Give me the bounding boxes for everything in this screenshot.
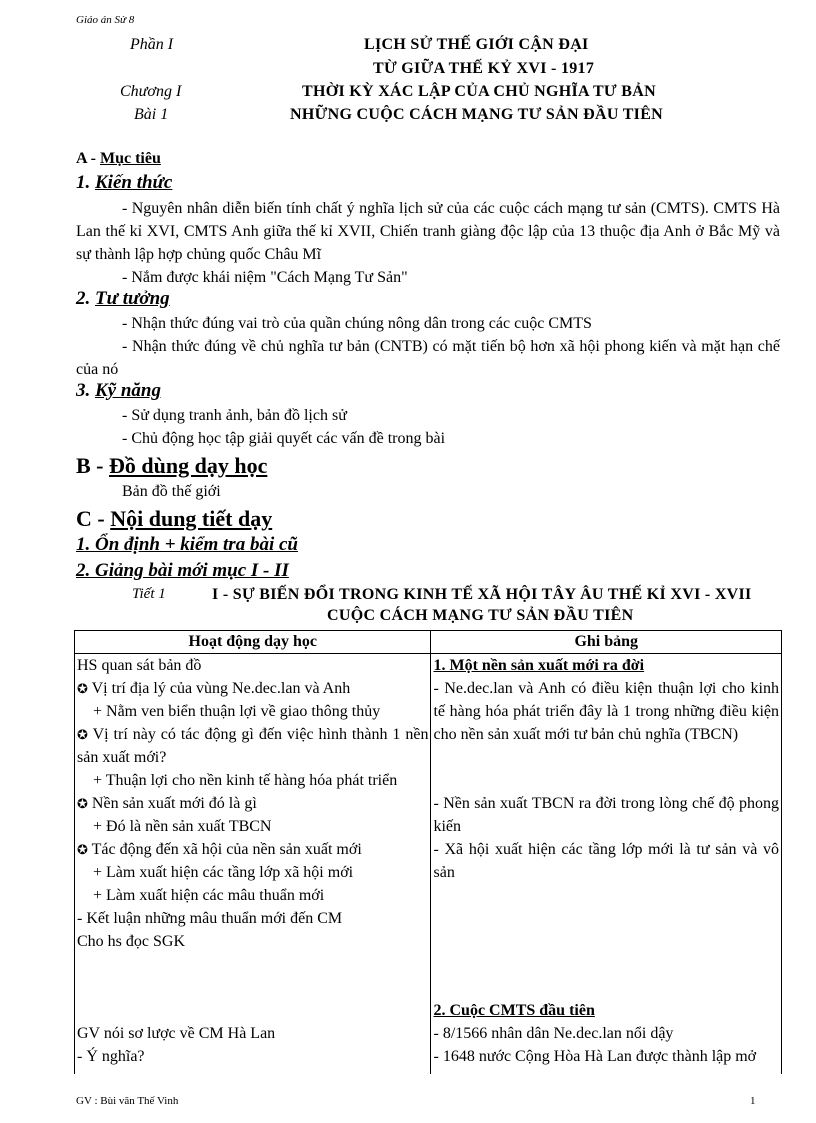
star-bullet-icon: ✪ bbox=[77, 796, 88, 811]
step-2-heading: 2. Giảng bài mới mục I - II bbox=[76, 560, 289, 581]
activity-answer: + Làm xuất hiện các mâu thuẩn mới bbox=[93, 887, 325, 904]
skills-para-2: - Chủ động học tập giải quyết các vấn đề trong bài bbox=[122, 430, 446, 447]
skills-heading: 3. Kỹ năng bbox=[76, 380, 161, 401]
activity-line: HS quan sát bản đồ bbox=[77, 657, 202, 674]
notes-heading-1: 1. Một nền sản xuất mới ra đời bbox=[433, 657, 645, 674]
part-subtitle: TỪ GIỮA THẾ KỶ XVI - 1917 bbox=[373, 60, 595, 77]
activity-question: ✪ Tác động đến xã hội của nền sản xuất mới bbox=[77, 841, 362, 858]
notes-heading-2: 2. Cuộc CMTS đầu tiên bbox=[433, 1002, 595, 1019]
notes-line: - Xã hội xuất hiện các tầng lớp mới là tư sản và vô sản bbox=[433, 841, 779, 881]
period-title-line-1: I - SỰ BIẾN ĐỔI TRONG KINH TẾ XÃ HỘI TÂY ÂU THẾ KỈ XVI - XVII bbox=[212, 586, 752, 603]
section-c-heading: C - Nội dung tiết dạy bbox=[76, 506, 273, 531]
activity-answer: + Nằm ven biển thuận lợi về giao thông thủy bbox=[93, 703, 381, 720]
period-label: Tiết 1 bbox=[132, 586, 166, 602]
step-1-heading: 1. Ổn định + kiểm tra bài cũ bbox=[76, 534, 298, 555]
notes-line: - Nền sản xuất TBCN ra đời trong lòng chế độ phong kiến bbox=[433, 795, 779, 835]
activity-line: GV nói sơ lược về CM Hà Lan bbox=[77, 1025, 276, 1042]
notes-line: - 1648 nước Cộng Hòa Hà Lan được thành lập mở bbox=[433, 1048, 757, 1065]
header-note: Giáo án Sử 8 bbox=[76, 14, 135, 26]
activity-line: - Kết luận những mâu thuẩn mới đến CM bbox=[77, 910, 343, 927]
activities-cell bbox=[75, 654, 431, 1075]
notes-cell bbox=[431, 654, 782, 1075]
notes-line: - Ne.dec.lan và Anh có điều kiện thuận lợi cho kinh tế hàng hóa phát triển đây là 1 trong những điều kiện cho nền sản xuất mới tư bản chủ nghĩa (TBCN) bbox=[433, 680, 779, 743]
activity-question: ✪ Vị trí này có tác động gì đến việc hình thành 1 nền sản xuất mới? bbox=[77, 726, 429, 766]
col-header-activities: Hoạt động dạy học bbox=[75, 631, 431, 654]
activity-answer: + Đó là nền sản xuất TBCN bbox=[93, 818, 272, 835]
chapter-label: Chương I bbox=[120, 83, 182, 100]
activity-answer: + Làm xuất hiện các tầng lớp xã hội mới bbox=[93, 864, 354, 881]
section-b-heading: B - Đồ dùng dạy học bbox=[76, 453, 268, 478]
notes-line: - 8/1566 nhân dân Ne.dec.lan nổi dậy bbox=[433, 1025, 674, 1042]
knowledge-para-1: - Nguyên nhân diễn biến tính chất ý nghĩa lịch sử của các cuộc cách mạng tư sản (CMTS). CMTS Hà Lan thế kỉ XVI, CMTS Anh giữa thế kỉ XVII, Chiến tranh giàng độc lập của 13 thuộc địa Anh ở Bắc Mỹ và sự thành lập hợp chủng quốc Châu Mĩ bbox=[76, 200, 780, 263]
activity-answer: + Thuận lợi cho nền kinh tế hàng hóa phát triển bbox=[93, 772, 398, 789]
ideology-heading: 2. Tư tưởng bbox=[76, 288, 170, 309]
col-header-notes: Ghi bảng bbox=[431, 631, 782, 654]
activity-line: Cho hs đọc SGK bbox=[77, 933, 186, 950]
activity-question: ✪ Vị trí địa lý của vùng Ne.dec.lan và Anh bbox=[77, 680, 351, 697]
knowledge-heading: 1. Kiến thức bbox=[76, 172, 173, 193]
page-number: 1 bbox=[750, 1095, 756, 1107]
chapter-title: THỜI KỲ XÁC LẬP CỦA CHỦ NGHĨA TƯ BẢN bbox=[302, 83, 656, 100]
section-a-heading: A - Mục tiêu bbox=[76, 150, 161, 167]
lesson-table bbox=[74, 630, 782, 1074]
section-b-item: Bản đồ thế giới bbox=[122, 483, 221, 500]
lesson-label: Bài 1 bbox=[134, 106, 169, 123]
ideology-para-1: - Nhận thức đúng vai trò của quần chúng nông dân trong các cuộc CMTS bbox=[122, 315, 592, 332]
knowledge-para-2: - Nắm được khái niệm "Cách Mạng Tư Sản" bbox=[122, 269, 408, 286]
activity-question: ✪ Nền sản xuất mới đó là gì bbox=[77, 795, 257, 812]
footer-author: GV : Bùi văn Thế Vinh bbox=[76, 1095, 179, 1107]
skills-para-1: - Sử dụng tranh ảnh, bản đồ lịch sử bbox=[122, 407, 347, 424]
part-label: Phần I bbox=[130, 36, 174, 53]
star-bullet-icon: ✪ bbox=[77, 681, 88, 696]
lesson-title: NHỮNG CUỘC CÁCH MẠNG TƯ SẢN ĐẦU TIÊN bbox=[290, 106, 664, 123]
period-title-line-2: CUỘC CÁCH MẠNG TƯ SẢN ĐẦU TIÊN bbox=[327, 607, 634, 624]
star-bullet-icon: ✪ bbox=[77, 842, 88, 857]
activity-line: - Ý nghĩa? bbox=[77, 1048, 145, 1065]
star-bullet-icon: ✪ bbox=[77, 727, 88, 742]
ideology-para-2: - Nhận thức đúng về chủ nghĩa tư bản (CNTB) có mặt tiến bộ hơn xã hội phong kiến và mặt hạn chế của nó bbox=[76, 338, 780, 378]
part-title: LỊCH SỬ THẾ GIỚI CẬN ĐẠI bbox=[364, 36, 589, 53]
